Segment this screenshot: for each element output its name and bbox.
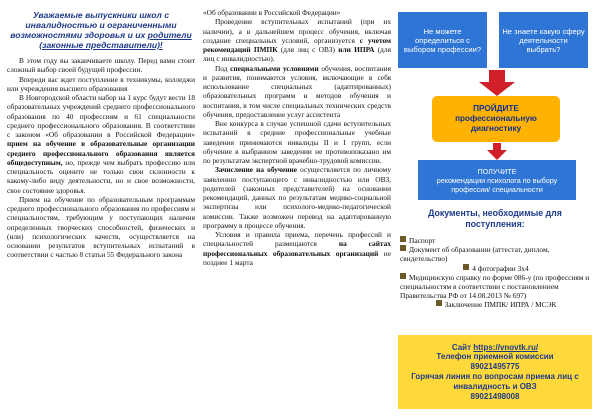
- exams-mid: (для лиц с ОВЗ): [280, 45, 336, 54]
- site-line: [452, 343, 538, 353]
- document-item-text: Документ об образовании (аттестат, диплом, свидетельство): [400, 245, 550, 264]
- recommendations-title: ПОЛУЧИТЕ: [477, 166, 517, 176]
- novgorod-bold: прием на обучение в образовательные организации среднего профессионального образования является общедоступным,: [7, 139, 195, 167]
- question-box-sphere: Не знаете какую сферу деятельности выбрать?: [499, 12, 588, 68]
- hotline-number: 89021498008: [470, 391, 520, 401]
- exams-or: или: [338, 45, 351, 54]
- bullet-icon: [400, 273, 406, 279]
- paragraph-admission: Прием на обучение по образовательным программам среднего профессионального образования по профессиям и специальностям, требующим у поступающих наличия определенных творческих способностей, физических и (или) психологических качеств, осуществляется на основании результатов вступительных испытаний в соответствии с частью 8 статьи 55 Федерального закона: [7, 194, 195, 260]
- paragraph-enrollment: [203, 165, 391, 230]
- document-item: [400, 264, 592, 273]
- enrollment-bold: Зачисление на обучение: [215, 165, 298, 175]
- paragraph-exams: [203, 17, 391, 63]
- greeting-heading: [7, 10, 195, 50]
- bullet-icon: [400, 245, 406, 251]
- document-item: [400, 245, 592, 263]
- document-item-text: Заключение ПМПК/ ИПРА / МСЭК: [444, 300, 557, 310]
- conditions-text: обучения, воспитания и развития, понимаются условия, включающие в себя использование специальных (адаптированных) образовательных программ и методов обучения и воспитания, в том числе специальных технических средств обучения, предоставление услуг ассистента: [203, 63, 391, 119]
- recommendations-text: рекомендации психолога по выбору профессии/ специальности: [436, 175, 558, 194]
- greeting-text: Уважаемые выпускники школ с инвалидностью и ограниченными возможностями здоровья и их: [10, 10, 177, 40]
- paragraph-special-conditions: [203, 64, 391, 120]
- exams-text: Проведение вступительных испытаний (при их наличии), а в дальнейшем процесс обучения, включая создание специальных условий, организуется: [203, 17, 391, 45]
- question-box-profession: Не можете определиться с выбором профессии?: [398, 12, 487, 68]
- bullet-icon: [436, 300, 442, 306]
- document-item: [400, 236, 592, 245]
- novgorod-end: но, прежде чем выбрать профессию или специальность оцените не только свои склонности к какому-либо виду деятельности, но и свое возможности, свое состояние здоровья.: [7, 157, 195, 195]
- exams-end: (для лиц с инвалидностью).: [203, 45, 391, 64]
- exams-bold-pmpk: с учетом рекомендаций ПМПК: [203, 35, 391, 54]
- rules-bold: на сайтах профессиональных образовательных организаций: [203, 239, 391, 258]
- document-item-text: Медицинскую справку по форме 086-у (по профессиям и специальностям в соответствии с постановлением Правительства РФ от 14.08.2013 № 697): [400, 272, 590, 301]
- documents-list: [400, 236, 592, 310]
- phone-number: 89021495775: [470, 362, 520, 372]
- document-item: [400, 300, 592, 309]
- bullet-icon: [400, 236, 406, 242]
- novgorod-text: В Новгородской области набор на 1 курс будут вести 18 образовательных учреждений среднего профессионального образования по 40 профессиям и 61 специальности среднего профессионального образования. В соответствии с законом «Об образовании в Российской Федерации»: [7, 93, 195, 139]
- phone-label: Телефон приемной комиссии: [436, 352, 554, 362]
- rules-text: Условия и правила приема, перечень профессий и специальностей размещаются: [203, 230, 391, 249]
- intro-paragraph: В этом году вы заканчиваете школу. Перед вами стоит сложный выбор своей будущей профессии.: [7, 56, 195, 75]
- bullet-icon: [463, 264, 469, 270]
- document-item-text: 4 фотографии 3х4: [472, 263, 529, 273]
- site-label: Сайт: [451, 342, 472, 352]
- hotline-label: Горячая линия по вопросам приема лиц с инвалидность и ОВЗ: [411, 372, 579, 391]
- document-item: [400, 273, 592, 301]
- rules-end: не позднее 1 марта: [203, 248, 391, 267]
- paragraph-competition: Вне конкурса в случае успешной сдачи вступительных испытаний в средние профессиональные учебные заведения принимаются инвалиды II и I групп, если обучение в выбранном заведении не противопоказано им по результатам экспертной врачебно-трудовой комиссии.: [203, 119, 391, 165]
- greeting-underlined: родители (законные представители)!: [39, 30, 192, 50]
- arrow-down-icon: [487, 143, 507, 160]
- recommendations-box: [418, 160, 576, 200]
- site-link[interactable]: https://vnovtk.ru/: [473, 342, 539, 352]
- column-2: [203, 8, 391, 267]
- paragraph-future: Впереди вас ждет поступление в техникумы, колледжи или учреждения высшего образования: [7, 74, 195, 93]
- conditions-bold: специальными условиями: [230, 63, 319, 73]
- exams-bold-ipra: ИПРА: [354, 45, 375, 54]
- paragraph-novgorod: [7, 93, 195, 195]
- arrow-down-icon: [475, 70, 519, 96]
- conditions-start: Под: [215, 63, 228, 73]
- diagnostics-box: ПРОЙДИТЕ профессиональную диагностику: [432, 96, 560, 142]
- paragraph-rules: [203, 230, 391, 267]
- law-title: «Об образовании в Российской Федерации»: [203, 8, 341, 17]
- column-1: [7, 10, 195, 260]
- enrollment-text: осуществляется по личному заявлению поступающего с инвалидностью или ОВЗ, родителей (законных представителей) на основании рекомендаций, данных по результатам медико-социальной экспертизы или психолого-медико-педагогической комиссии. Также возможен перевод на адаптированную программу в процессе обучения.: [203, 165, 391, 230]
- documents-heading: Документы, необходимые для поступления:: [428, 208, 562, 229]
- contacts-box: [398, 335, 592, 409]
- document-item-text: Паспорт: [409, 236, 436, 245]
